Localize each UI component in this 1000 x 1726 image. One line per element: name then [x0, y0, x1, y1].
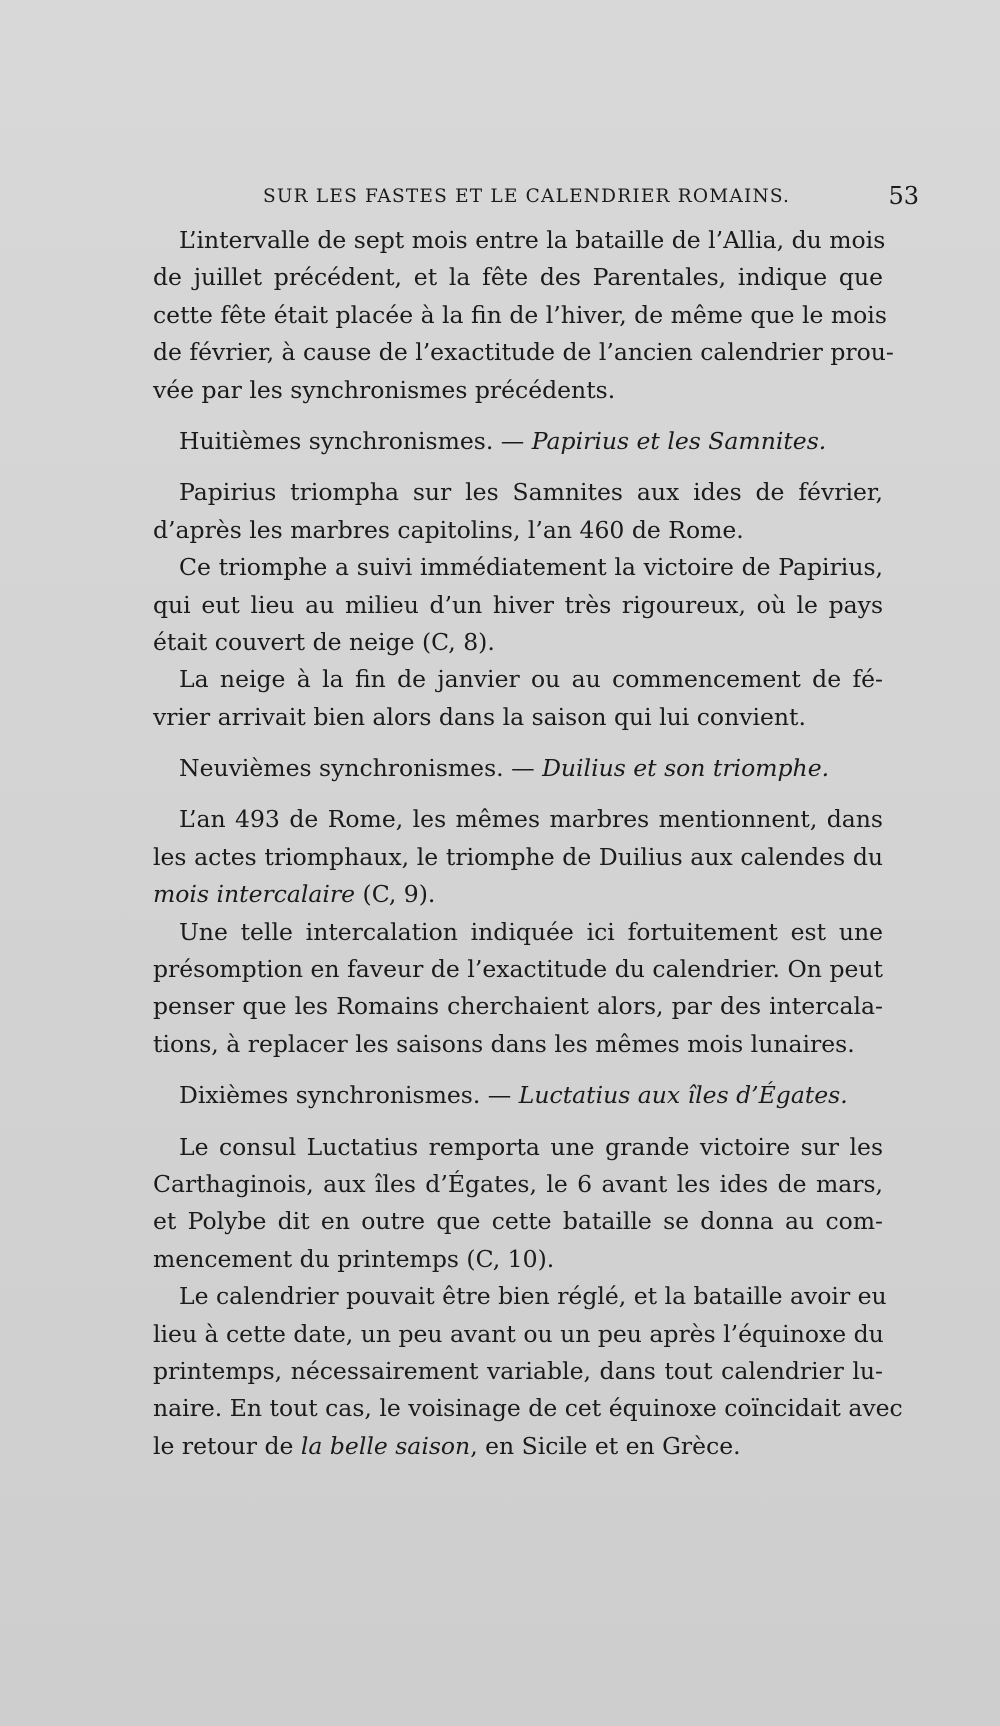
- running-title: SUR LES FASTES ET LE CALENDRIER ROMAINS.: [263, 186, 791, 207]
- paragraph: [153, 549, 883, 661]
- italic-term: mois intercalaire: [153, 880, 356, 909]
- text-line: [153, 876, 883, 913]
- citation: (C, 9).: [355, 880, 436, 909]
- text-line: vée par les synchronismes précédents.: [153, 375, 616, 404]
- text-line: Papirius triompha sur les Samnites aux ides de février,: [179, 478, 883, 507]
- paragraph: [153, 1278, 903, 1465]
- paragraph: [153, 661, 883, 736]
- text-line: Le consul Luctatius remporta une grande victoire sur les: [179, 1132, 883, 1161]
- text-line: printemps, nécessairement variable, dans tout calendrier lu-: [153, 1356, 883, 1385]
- text-line: tions, à replacer les saisons dans les mêmes mois lunaires.: [153, 1029, 855, 1058]
- text-line: cette fête était placée à la fin de l’hiver, de même que le mois: [153, 300, 887, 329]
- paragraph: [153, 474, 883, 549]
- text-line: mencement du printemps (C, 10).: [153, 1244, 555, 1273]
- running-head: [263, 182, 919, 212]
- body-text: [153, 222, 903, 1465]
- text-line: L’intervalle de sept mois entre la bataille de l’Allia, du mois: [179, 226, 886, 254]
- italic-term: la belle saison: [300, 1431, 471, 1460]
- text-line: d’après les marbres capitolins, l’an 460 de Rome.: [153, 515, 744, 544]
- text-line: naire. En tout cas, le voisinage de cet équinoxe coïncidait avec: [153, 1394, 903, 1423]
- paragraph: [153, 801, 883, 913]
- section-heading-subject: Luctatius aux îles d’Égates.: [518, 1081, 848, 1110]
- section-heading: [153, 1077, 883, 1114]
- text-line: La neige à la fin de janvier ou au commencement de fé-: [179, 665, 883, 694]
- text-run: , en Sicile et en Grèce.: [470, 1431, 741, 1460]
- text-line: Carthaginois, aux îles d’Égates, le 6 avant les ides de mars,: [153, 1169, 883, 1198]
- text-line: présomption en faveur de l’exactitude du calendrier. On peut: [153, 955, 883, 984]
- section-heading-subject: Papirius et les Samnites.: [531, 426, 827, 455]
- text-line: vrier arrivait bien alors dans la saison qui lui convient.: [153, 702, 806, 731]
- section-heading-subject: Duilius et son triomphe.: [542, 754, 830, 783]
- text-line: de février, à cause de l’exactitude de l’ancien calendrier prou-: [153, 338, 894, 367]
- page-number: 53: [888, 182, 919, 210]
- text-line: était couvert de neige (C, 8).: [153, 627, 495, 656]
- paragraph: [153, 914, 883, 1064]
- text-run: le retour de: [153, 1431, 301, 1460]
- text-line: les actes triomphaux, le triomphe de Duilius aux calendes du: [153, 842, 883, 871]
- paragraph: [153, 1129, 883, 1279]
- paragraph: [153, 222, 894, 409]
- section-heading: [153, 423, 883, 460]
- text-line: Une telle intercalation indiquée ici fortuitement est une: [179, 917, 883, 946]
- text-line: penser que les Romains cherchaient alors, par des intercala-: [153, 992, 883, 1021]
- section-heading-label: Dixièmes synchronismes. —: [179, 1081, 512, 1110]
- text-line: et Polybe dit en outre que cette bataille se donna au com-: [153, 1207, 883, 1236]
- text-line: L’an 493 de Rome, les mêmes marbres mentionnent, dans: [179, 805, 883, 834]
- text-line: Ce triomphe a suivi immédiatement la victoire de Papirius,: [179, 553, 883, 582]
- text-line: lieu à cette date, un peu avant ou un peu après l’équinoxe du: [153, 1319, 884, 1348]
- text-line: Le calendrier pouvait être bien réglé, et la bataille avoir eu: [179, 1282, 887, 1311]
- section-heading-label: Neuvièmes synchronismes. —: [179, 754, 535, 783]
- text-line: qui eut lieu au milieu d’un hiver très rigoureux, où le pays: [153, 590, 883, 619]
- section-heading: [153, 750, 883, 787]
- section-heading-label: Huitièmes synchronismes. —: [179, 426, 525, 455]
- text-line: [153, 1428, 883, 1465]
- text-line: de juillet précédent, et la fête des Parentales, indique que: [153, 263, 883, 292]
